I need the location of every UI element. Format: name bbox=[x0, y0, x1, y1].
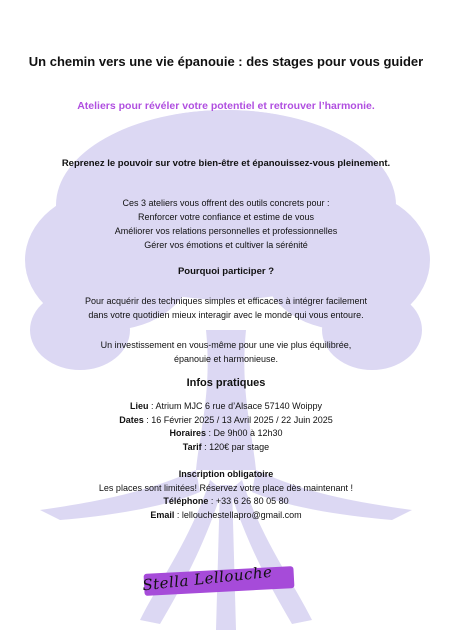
infos-block bbox=[20, 400, 432, 454]
info-lieu bbox=[20, 400, 432, 414]
investment-paragraph bbox=[20, 338, 432, 366]
why-line-1: Pour acquérir des techniques simples et efficaces à intégrer facilement bbox=[85, 296, 367, 306]
inscription-line: Les places sont limitées! Réservez votre place dès maintenant ! bbox=[98, 482, 354, 493]
info-horaires bbox=[20, 427, 432, 441]
signature-text: Stella Lellouche bbox=[141, 562, 274, 595]
intro-line-1: Ces 3 ateliers vous offrent des outils concrets pour : bbox=[122, 198, 330, 208]
intro-list bbox=[20, 196, 432, 252]
investment-line-1: Un investissement en vous-même pour une vie plus équilibrée, bbox=[100, 340, 352, 350]
page-subtitle: Ateliers pour révéler votre potentiel et retrouver l’harmonie. bbox=[77, 100, 375, 112]
info-tarif-label: Tarif bbox=[182, 441, 202, 452]
intro-line-2: Renforcer votre confiance et estime de vous bbox=[137, 212, 315, 222]
email-value[interactable]: : lellouchestellapro@gmail.com bbox=[174, 509, 302, 520]
info-lieu-label: Lieu bbox=[130, 401, 149, 411]
inscription-phone bbox=[20, 495, 432, 509]
intro-line-4: Gérer vos émotions et cultiver la sérénité bbox=[144, 240, 308, 250]
why-paragraph bbox=[20, 294, 432, 322]
info-horaires-label: Horaires bbox=[169, 428, 206, 438]
why-heading: Pourquoi participer ? bbox=[177, 266, 275, 277]
info-dates-label: Dates bbox=[119, 414, 144, 425]
why-line-2: dans votre quotidien mieux interagir avec le monde qui vous entoure. bbox=[88, 310, 364, 320]
info-tarif-value: : 120€ par stage bbox=[201, 441, 270, 452]
info-dates-value: : 16 Février 2025 / 13 Avril 2025 / 22 Juin 2025 bbox=[143, 414, 333, 425]
info-lieu-value: : Atrium MJC 6 rue d’Alsace 57140 Woippy bbox=[148, 401, 322, 411]
phone-value[interactable]: : +33 6 26 80 05 80 bbox=[208, 496, 289, 506]
info-horaires-value: : De 9h00 à 12h30 bbox=[205, 428, 283, 438]
intro-lead: Reprenez le pouvoir sur votre bien-être et épanouissez-vous pleinement. bbox=[61, 158, 391, 169]
inscription-email bbox=[20, 509, 432, 523]
phone-label: Téléphone bbox=[163, 496, 209, 506]
inscription-heading: Inscription obligatoire bbox=[178, 469, 274, 479]
investment-line-2: épanouie et harmonieuse. bbox=[173, 354, 279, 364]
email-label: Email bbox=[150, 509, 175, 520]
page-title: Un chemin vers une vie épanouie : des stages pour vous guider bbox=[28, 54, 424, 69]
info-tarif bbox=[20, 441, 432, 455]
signature bbox=[142, 560, 302, 604]
infos-title: Infos pratiques bbox=[186, 377, 266, 389]
intro-line-3: Améliorer vos relations personnelles et professionnelles bbox=[114, 226, 338, 236]
info-dates bbox=[20, 414, 432, 428]
inscription-block bbox=[20, 468, 432, 522]
